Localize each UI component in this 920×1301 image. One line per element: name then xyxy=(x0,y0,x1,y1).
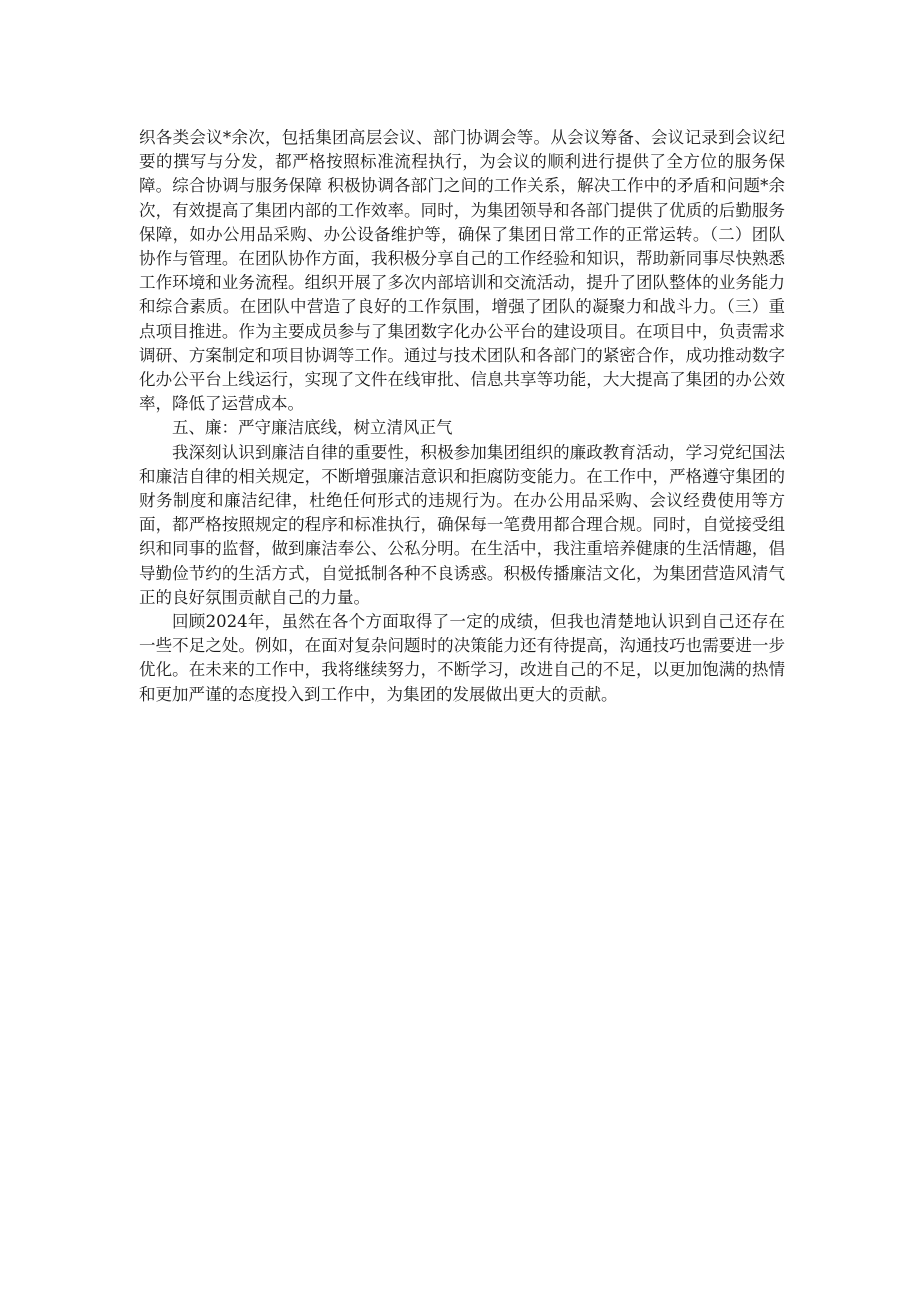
paragraph-integrity: 我深刻认识到廉洁自律的重要性，积极参加集团组织的廉政教育活动，学习党纪国法和廉洁自律的相关规定，不断增强廉洁意识和拒腐防变能力。在工作中，严格遵守集团的财务制度和廉洁纪律，杜绝任何形式的违规行为。在办公用品采购、会议经费使用等方面，都严格按照规定的程序和标准执行，确保每一笔费用都合理合规。同时，自觉接受组织和同事的监督，做到廉洁奉公、公私分明。在生活中，我注重培养健康的生活情趣，倡导勤俭节约的生活方式，自觉抵制各种不良诱惑。积极传播廉洁文化，为集团营造风清气正的良好氛围贡献自己的力量。 xyxy=(139,442,785,607)
paragraph-meeting-coordination: 织各类会议*余次，包括集团高层会议、部门协调会等。从会议筹备、会议记录到会议纪要的撰写与分发，都严格按照标准流程执行，为会议的顺利进行提供了全方位的服务保障。综合协调与服务保障 积极协调各部门之间的工作关系，解决工作中的矛盾和问题*余次，有效提高了集团内部的工作效率。同时，为集团领导和各部门提供了优质的后勤服务保障，如办公用品采购、办公设备维护等，确保了集团日常工作的正常运转。（二）团队协作与管理。在团队协作方面，我积极分享自己的工作经验和知识，帮助新同事尽快熟悉工作环境和业务流程。组织开展了多次内部培训和交流活动，提升了团队整体的业务能力和综合素质。在团队中营造了良好的工作氛围，增强了团队的凝聚力和战斗力。（三）重点项目推进。作为主要成员参与了集团数字化办公平台的建设项目。在项目中，负责需求调研、方案制定和项目协调等工作。通过与技术团队和各部门的紧密合作，成功推动数字化办公平台上线运行，实现了文件在线审批、信息共享等功能，大大提高了集团的办公效率，降低了运营成本。 xyxy=(139,128,785,414)
document-body xyxy=(139,126,785,707)
section-heading-integrity: 五、廉：严守廉洁底线，树立清风正气 xyxy=(172,418,453,438)
paragraph-review-2024: 回顾2024年，虽然在各个方面取得了一定的成绩，但我也清楚地认识到自己还存在一些不足之处。例如，在面对复杂问题时的决策能力还有待提高，沟通技巧也需要进一步优化。在未来的工作中，我将继续努力，不断学习，改进自己的不足，以更加饱满的热情和更加严谨的态度投入到工作中，为集团的发展做出更大的贡献。 xyxy=(139,612,785,704)
